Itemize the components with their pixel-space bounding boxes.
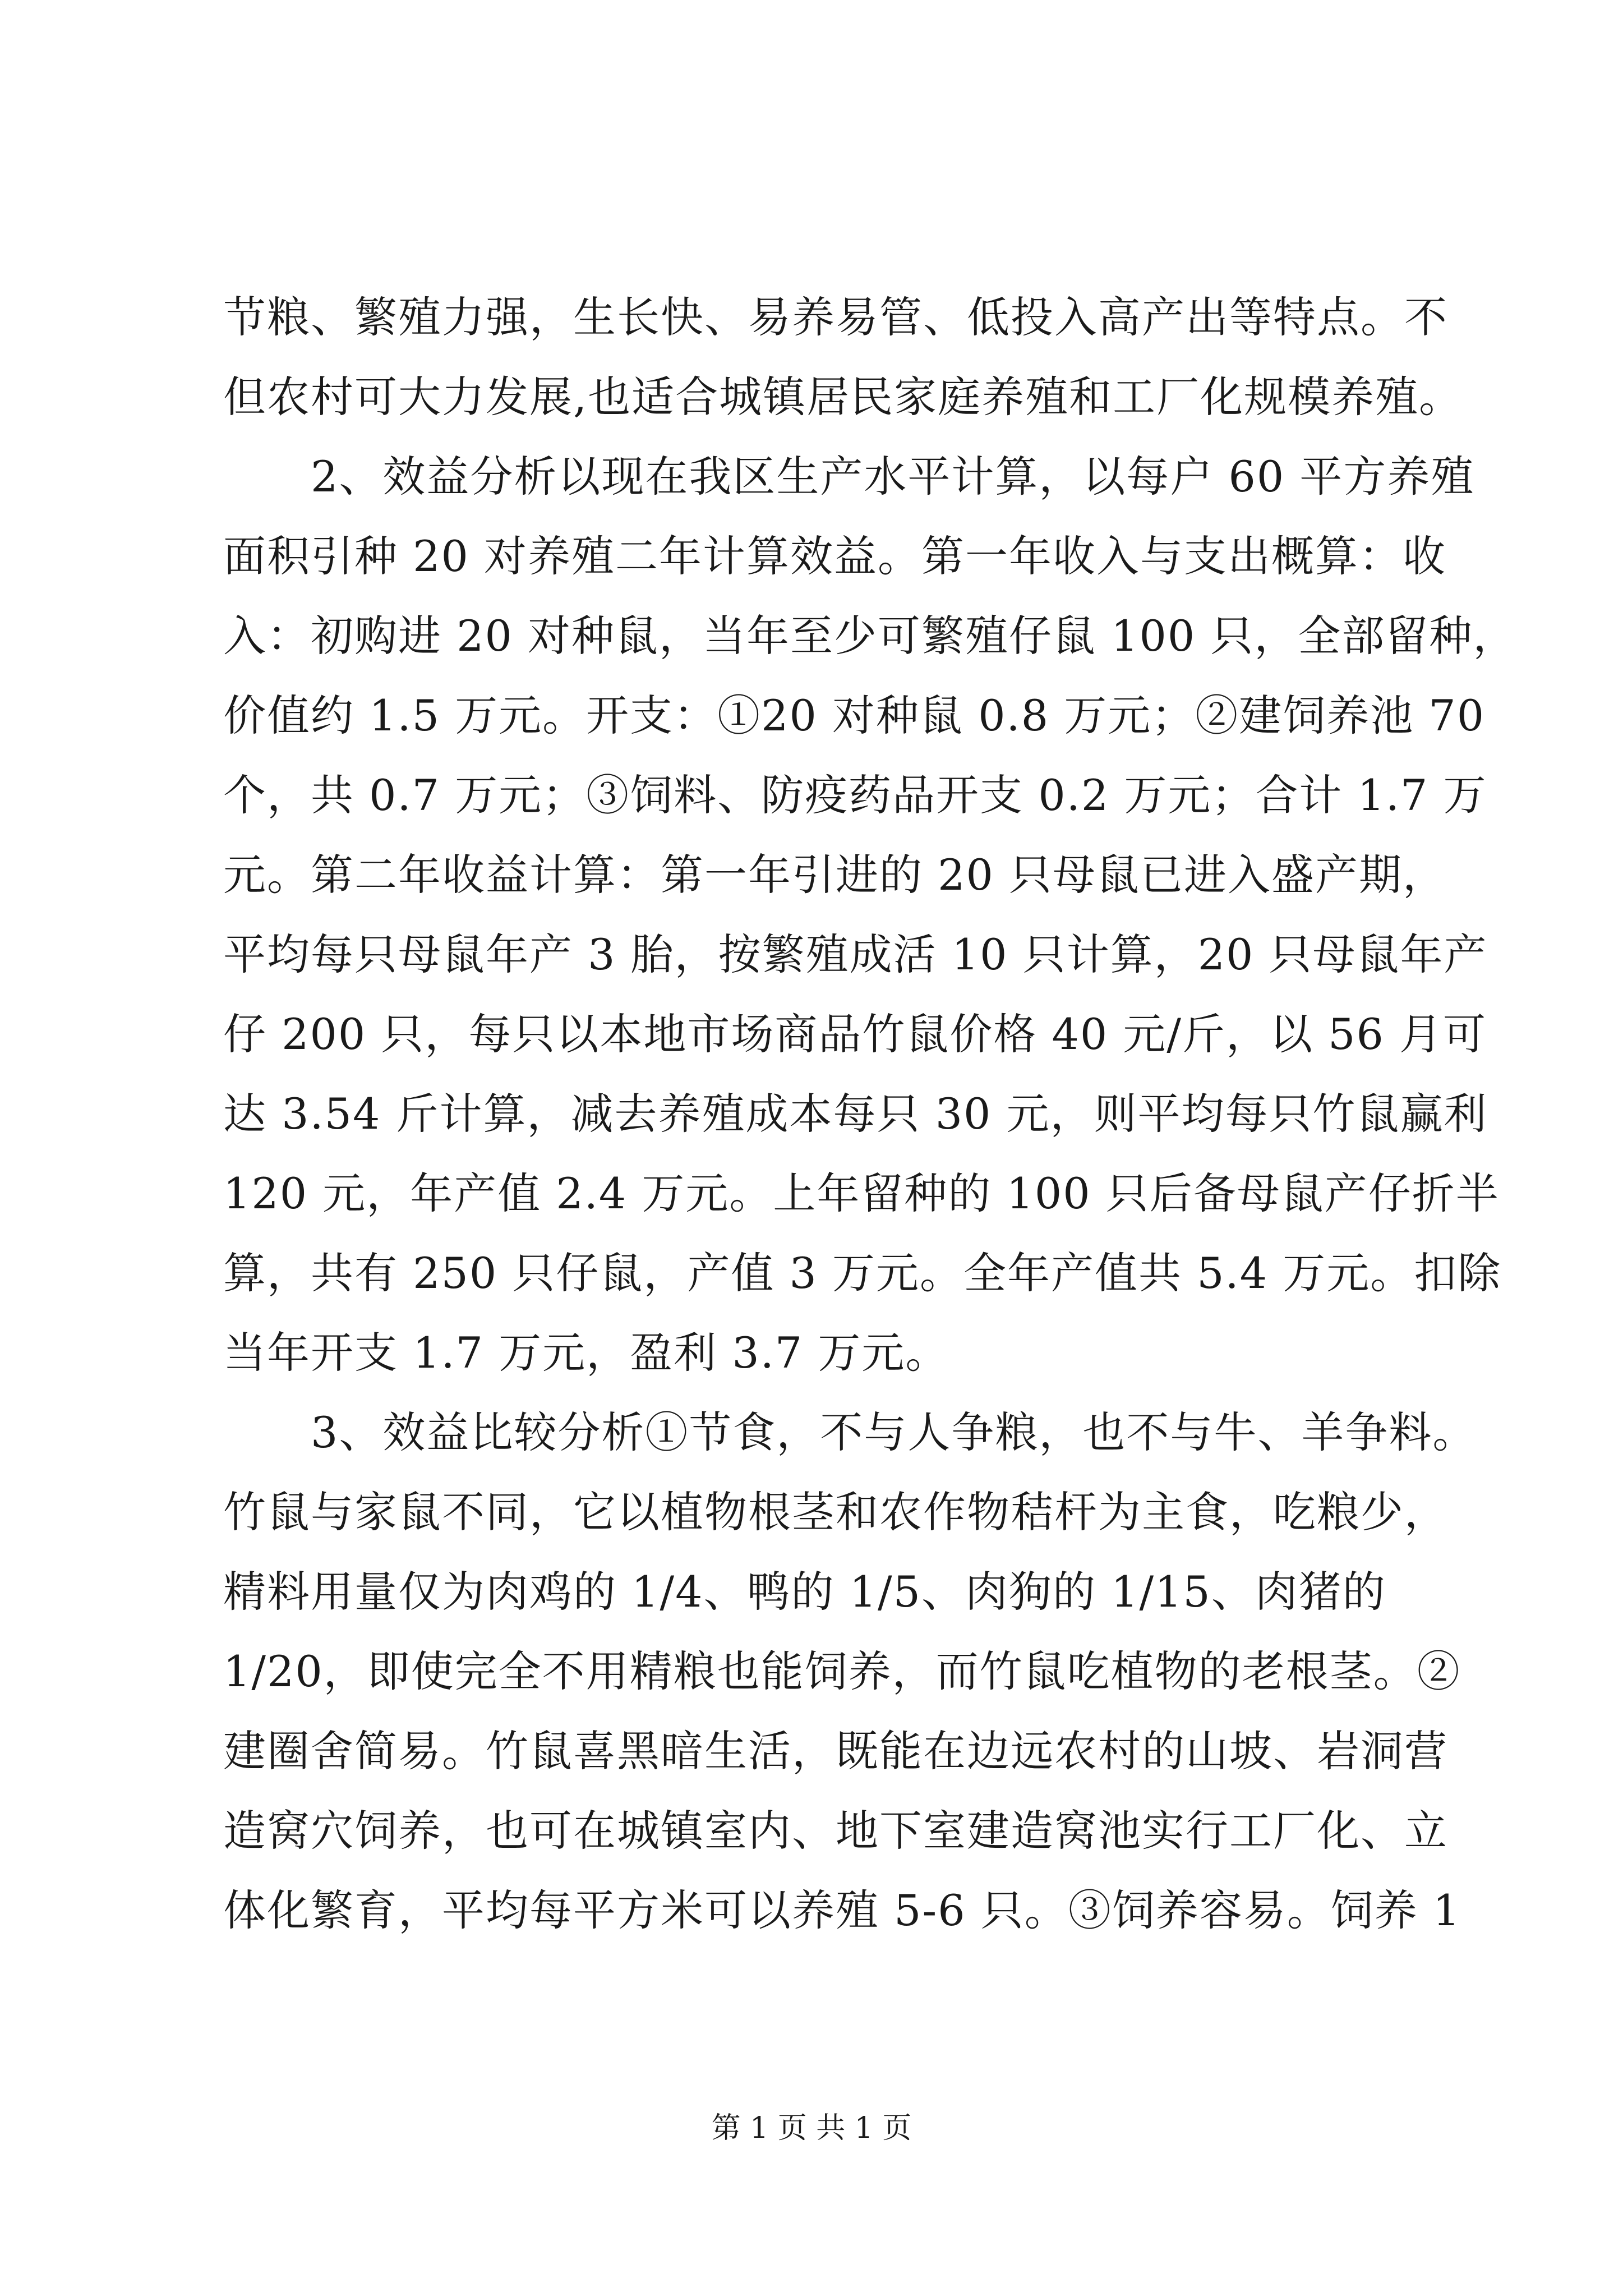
text-line: 120 元，年产值 2.4 万元。上年留种的 100 只后备母鼠产仔折半: [223, 1168, 1500, 1218]
text-line: 建圈舍简易。竹鼠喜黑暗生活，既能在边远农村的山坡、岩洞营: [223, 1726, 1448, 1776]
text-line: 个，共 0.7 万元；③饲料、防疫药品开支 0.2 万元；合计 1.7 万: [223, 770, 1487, 820]
text-line: 精料用量仅为肉鸡的 1/4、鸭的 1/5、肉狗的 1/15、肉猪的: [223, 1567, 1386, 1617]
text-line: 元。第二年收益计算：第一年引进的 20 只母鼠已进入盛产期，: [223, 850, 1447, 900]
text-line: 造窝穴饲养，也可在城镇室内、地下室建造窝池实行工厂化、立: [223, 1806, 1448, 1856]
text-line: 当年开支 1.7 万元，盈利 3.7 万元。: [223, 1328, 949, 1378]
text-line: 面积引种 20 对养殖二年计算效益。第一年收入与支出概算：收: [223, 531, 1447, 581]
text-line: 体化繁育，平均每平方米可以养殖 5-6 只。③饲养容易。饲养 1: [223, 1885, 1461, 1935]
page-footer: 第 1 页 共 1 页: [711, 2111, 912, 2145]
text-line: 入：初购进 20 对种鼠，当年至少可繁殖仔鼠 100 只，全部留种，: [223, 611, 1517, 661]
paragraph-3-first-line: 3、效益比较分析①节食，不与人争粮，也不与牛、羊争料。: [223, 1407, 1477, 1457]
paragraph-2-first-line: 2、效益分析以现在我区生产水平计算，以每户 60 平方养殖: [223, 452, 1475, 501]
text-line: 1/20，即使完全不用精粮也能饲养，而竹鼠吃植物的老根茎。②: [223, 1646, 1461, 1696]
text-line: 算，共有 250 只仔鼠，产值 3 万元。全年产值共 5.4 万元。扣除: [223, 1248, 1502, 1298]
text-line: 价值约 1.5 万元。开支：①20 对种鼠 0.8 万元；②建饲养池 70: [223, 691, 1486, 740]
body-text: [223, 278, 1517, 1950]
text-line: 仔 200 只，每只以本地市场商品竹鼠价格 40 元/斤，以 56 月可: [223, 1009, 1487, 1059]
text-line: 达 3.54 斤计算，减去养殖成本每只 30 元，则平均每只竹鼠赢利: [223, 1089, 1488, 1139]
text-line: 节粮、繁殖力强，生长快、易养易管、低投入高产出等特点。不: [223, 292, 1448, 342]
text-line: 平均每只母鼠年产 3 胎，按繁殖成活 10 只计算，20 只母鼠年产: [223, 930, 1488, 979]
text-line: 竹鼠与家鼠不同，它以植物根茎和农作物秸杆为主食，吃粮少，: [223, 1487, 1448, 1537]
text-line: 但农村可大力发展,也适合城镇居民家庭养殖和工厂化规模养殖。: [223, 372, 1463, 422]
